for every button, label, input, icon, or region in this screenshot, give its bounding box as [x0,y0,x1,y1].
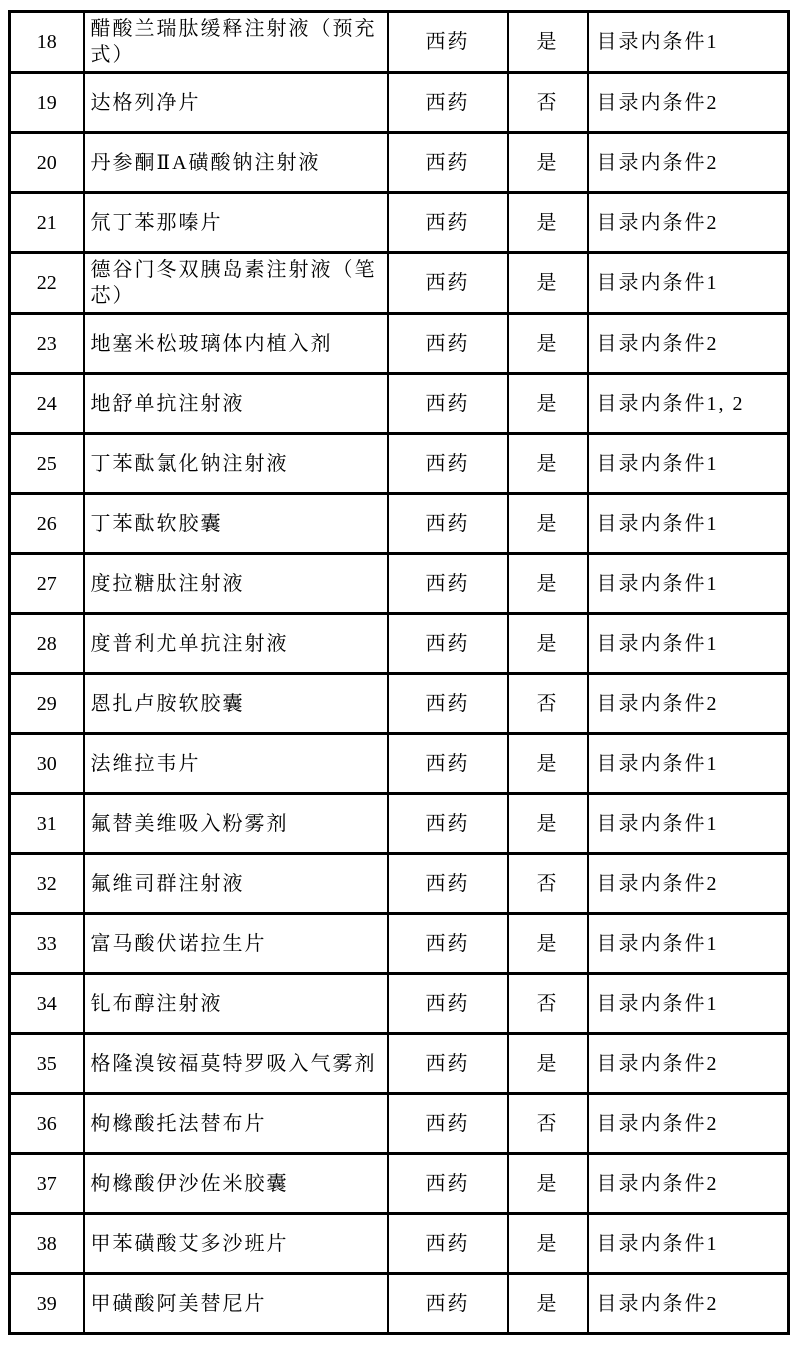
table-row [10,12,789,73]
row-number: 20 [10,133,84,193]
yes-no-flag: 是 [508,12,588,73]
yes-no-flag: 是 [508,1154,588,1214]
drug-category: 西药 [388,434,508,494]
table-row [10,314,789,374]
catalog-condition: 目录内条件2 [588,193,789,253]
yes-no-flag: 是 [508,914,588,974]
row-number: 24 [10,374,84,434]
row-number: 39 [10,1274,84,1334]
catalog-condition: 目录内条件1 [588,974,789,1034]
drug-category: 西药 [388,494,508,554]
drug-category: 西药 [388,794,508,854]
drug-name: 地塞米松玻璃体内植入剂 [84,314,388,374]
drug-category: 西药 [388,974,508,1034]
row-number: 32 [10,854,84,914]
drug-category: 西药 [388,1154,508,1214]
yes-no-flag: 否 [508,1094,588,1154]
yes-no-flag: 否 [508,854,588,914]
catalog-condition: 目录内条件1 [588,253,789,314]
drug-name: 氟替美维吸入粉雾剂 [84,794,388,854]
table-row [10,554,789,614]
drug-name: 氘丁苯那嗪片 [84,193,388,253]
table-row [10,914,789,974]
row-number: 27 [10,554,84,614]
drug-name: 甲磺酸阿美替尼片 [84,1274,388,1334]
table-row [10,614,789,674]
yes-no-flag: 是 [508,1034,588,1094]
table-row [10,253,789,314]
table-row [10,1154,789,1214]
row-number: 36 [10,1094,84,1154]
table-row [10,434,789,494]
table-row [10,133,789,193]
yes-no-flag: 否 [508,974,588,1034]
drug-category: 西药 [388,193,508,253]
catalog-condition: 目录内条件1 [588,554,789,614]
drug-name: 度拉糖肽注射液 [84,554,388,614]
yes-no-flag: 否 [508,73,588,133]
drug-category: 西药 [388,12,508,73]
catalog-condition: 目录内条件1 [588,734,789,794]
catalog-condition: 目录内条件1, 2 [588,374,789,434]
yes-no-flag: 是 [508,314,588,374]
drug-category: 西药 [388,1274,508,1334]
catalog-condition: 目录内条件1 [588,1214,789,1274]
table-row [10,1094,789,1154]
drug-name: 地舒单抗注射液 [84,374,388,434]
yes-no-flag: 是 [508,1274,588,1334]
yes-no-flag: 是 [508,734,588,794]
row-number: 19 [10,73,84,133]
row-number: 18 [10,12,84,73]
drug-name: 德谷门冬双胰岛素注射液（笔芯） [84,253,388,314]
drug-name: 甲苯磺酸艾多沙班片 [84,1214,388,1274]
drug-name: 法维拉韦片 [84,734,388,794]
row-number: 23 [10,314,84,374]
row-number: 26 [10,494,84,554]
table-row [10,494,789,554]
row-number: 31 [10,794,84,854]
yes-no-flag: 是 [508,253,588,314]
drug-name: 度普利尤单抗注射液 [84,614,388,674]
table-row [10,73,789,133]
catalog-condition: 目录内条件2 [588,854,789,914]
yes-no-flag: 是 [508,1214,588,1274]
drug-name: 富马酸伏诺拉生片 [84,914,388,974]
yes-no-flag: 是 [508,554,588,614]
catalog-condition: 目录内条件2 [588,314,789,374]
yes-no-flag: 是 [508,374,588,434]
drug-category: 西药 [388,854,508,914]
drug-category: 西药 [388,253,508,314]
catalog-condition: 目录内条件2 [588,1274,789,1334]
row-number: 38 [10,1214,84,1274]
row-number: 37 [10,1154,84,1214]
drug-category: 西药 [388,914,508,974]
catalog-condition: 目录内条件2 [588,1154,789,1214]
table-row [10,794,789,854]
table-row [10,734,789,794]
drug-list-body [10,12,789,1334]
yes-no-flag: 是 [508,133,588,193]
yes-no-flag: 是 [508,794,588,854]
table-row [10,974,789,1034]
drug-name: 达格列净片 [84,73,388,133]
row-number: 34 [10,974,84,1034]
drug-category: 西药 [388,374,508,434]
row-number: 35 [10,1034,84,1094]
drug-category: 西药 [388,1034,508,1094]
catalog-condition: 目录内条件1 [588,12,789,73]
row-number: 33 [10,914,84,974]
drug-category: 西药 [388,1094,508,1154]
drug-category: 西药 [388,674,508,734]
table-row [10,674,789,734]
drug-category: 西药 [388,1214,508,1274]
table-row [10,1214,789,1274]
drug-name: 丁苯酞软胶囊 [84,494,388,554]
drug-category: 西药 [388,614,508,674]
catalog-condition: 目录内条件2 [588,73,789,133]
row-number: 30 [10,734,84,794]
yes-no-flag: 否 [508,674,588,734]
catalog-condition: 目录内条件2 [588,1034,789,1094]
drug-name: 格隆溴铵福莫特罗吸入气雾剂 [84,1034,388,1094]
drug-name: 枸橼酸伊沙佐米胶囊 [84,1154,388,1214]
catalog-condition: 目录内条件2 [588,133,789,193]
catalog-condition: 目录内条件1 [588,614,789,674]
drug-name: 钆布醇注射液 [84,974,388,1034]
catalog-condition: 目录内条件1 [588,494,789,554]
catalog-condition: 目录内条件1 [588,914,789,974]
catalog-condition: 目录内条件1 [588,794,789,854]
table-row [10,854,789,914]
yes-no-flag: 是 [508,614,588,674]
row-number: 28 [10,614,84,674]
yes-no-flag: 是 [508,434,588,494]
drug-category: 西药 [388,554,508,614]
row-number: 21 [10,193,84,253]
row-number: 25 [10,434,84,494]
drug-category: 西药 [388,314,508,374]
table-row [10,193,789,253]
drug-category: 西药 [388,133,508,193]
table-row [10,1034,789,1094]
table-row [10,374,789,434]
drug-name: 恩扎卢胺软胶囊 [84,674,388,734]
drug-list-table [8,10,790,1335]
drug-name: 丹参酮ⅡA磺酸钠注射液 [84,133,388,193]
drug-name: 枸橼酸托法替布片 [84,1094,388,1154]
drug-name: 醋酸兰瑞肽缓释注射液（预充式） [84,12,388,73]
drug-name: 氟维司群注射液 [84,854,388,914]
drug-category: 西药 [388,734,508,794]
table-row [10,1274,789,1334]
catalog-condition: 目录内条件1 [588,434,789,494]
yes-no-flag: 是 [508,494,588,554]
drug-name: 丁苯酞氯化钠注射液 [84,434,388,494]
catalog-condition: 目录内条件2 [588,674,789,734]
yes-no-flag: 是 [508,193,588,253]
row-number: 22 [10,253,84,314]
row-number: 29 [10,674,84,734]
drug-category: 西药 [388,73,508,133]
catalog-condition: 目录内条件2 [588,1094,789,1154]
